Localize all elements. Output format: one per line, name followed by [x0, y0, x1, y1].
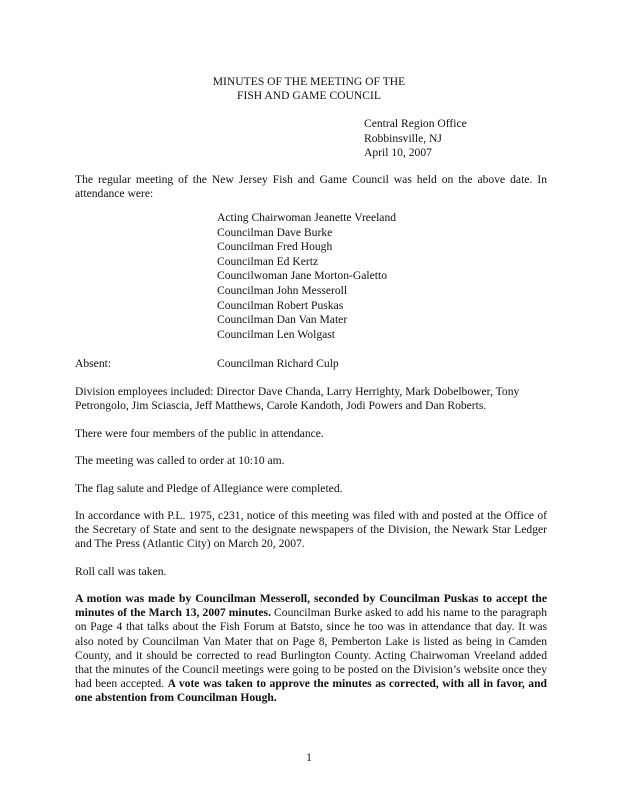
office-city: Robbinsville, NJ — [364, 131, 442, 145]
called-to-order-paragraph: The meeting was called to order at 10:10 am. — [75, 454, 285, 467]
page-number: 1 — [306, 751, 312, 764]
intro-paragraph: The regular meeting of the New Jersey Fish and Game Council was held on the above date. In attendance were: — [75, 173, 547, 201]
attendee-list — [217, 211, 396, 342]
flag-salute-paragraph: The flag salute and Pledge of Allegiance were completed. — [75, 482, 343, 495]
absent-name: Councilman Richard Culp — [217, 357, 339, 370]
roll-call-paragraph: Roll call was taken. — [75, 565, 167, 578]
absent-label: Absent: — [75, 357, 112, 370]
attendee-item: Councilman John Messeroll — [217, 283, 348, 297]
title-line-2: FISH AND GAME COUNCIL — [237, 89, 381, 102]
office-name: Central Region Office — [364, 117, 467, 130]
attendee-item: Councilman Len Wolgast — [217, 327, 335, 341]
motion-body: Councilman Burke asked to add his name to the paragraph on Page 4 that talks about the Fish Forum at Batsto, since he too was in attendance that day. It was also noted by Councilman Van Mater that on Page 8, Pemberton Lake is listed as being in Camden County, and it should be corrected to read Burlington County. Acting Chairwoman Vreeland added that the minutes of the Council meetings were going to be posted on the Division’s website once they had been accepted. — [75, 606, 547, 691]
attendee-item: Councilwoman Jane Morton-Galetto — [217, 269, 388, 283]
attendee-item: Councilman Fred Hough — [217, 240, 333, 254]
attendee-item: Councilman Dave Burke — [217, 225, 333, 239]
meeting-date: April 10, 2007 — [364, 146, 432, 160]
attendee-item: Councilman Dan Van Mater — [217, 313, 348, 327]
motion-paragraph — [75, 592, 547, 706]
motion-bold-end: A vote was taken to approve the minutes as corrected, with all in favor, and one abstention from Councilman Hough. — [75, 677, 547, 705]
attendee-item: Acting Chairwoman Jeanette Vreeland — [217, 211, 397, 224]
notice-paragraph: In accordance with P.L. 1975, c231, notice of this meeting was filed with and posted at the Office of the Secretary of State and sent to the designate newspapers of the Division, the Newark Star Ledger and The Press (Atlantic City) on March 20, 2007. — [75, 509, 547, 551]
meeting-location — [364, 117, 467, 161]
public-paragraph: There were four members of the public in attendance. — [75, 427, 324, 440]
division-employees-paragraph: Division employees included: Director Dave Chanda, Larry Herrighty, Mark Dobelbower, Tony Petrongolo, Jim Sciascia, Jeff Matthews, Carole Kandoth, Jodi Powers and Dan Roberts. — [75, 385, 520, 413]
attendee-item: Councilman Robert Puskas — [217, 298, 344, 312]
motion-bold-start: A motion was made by Councilman Messeroll, seconded by Councilman Puskas to accept the minutes of the March 13, 2007 minutes. — [75, 592, 547, 620]
attendee-item: Councilman Ed Kertz — [217, 254, 319, 268]
title-line-1: MINUTES OF THE MEETING OF THE — [212, 75, 406, 88]
